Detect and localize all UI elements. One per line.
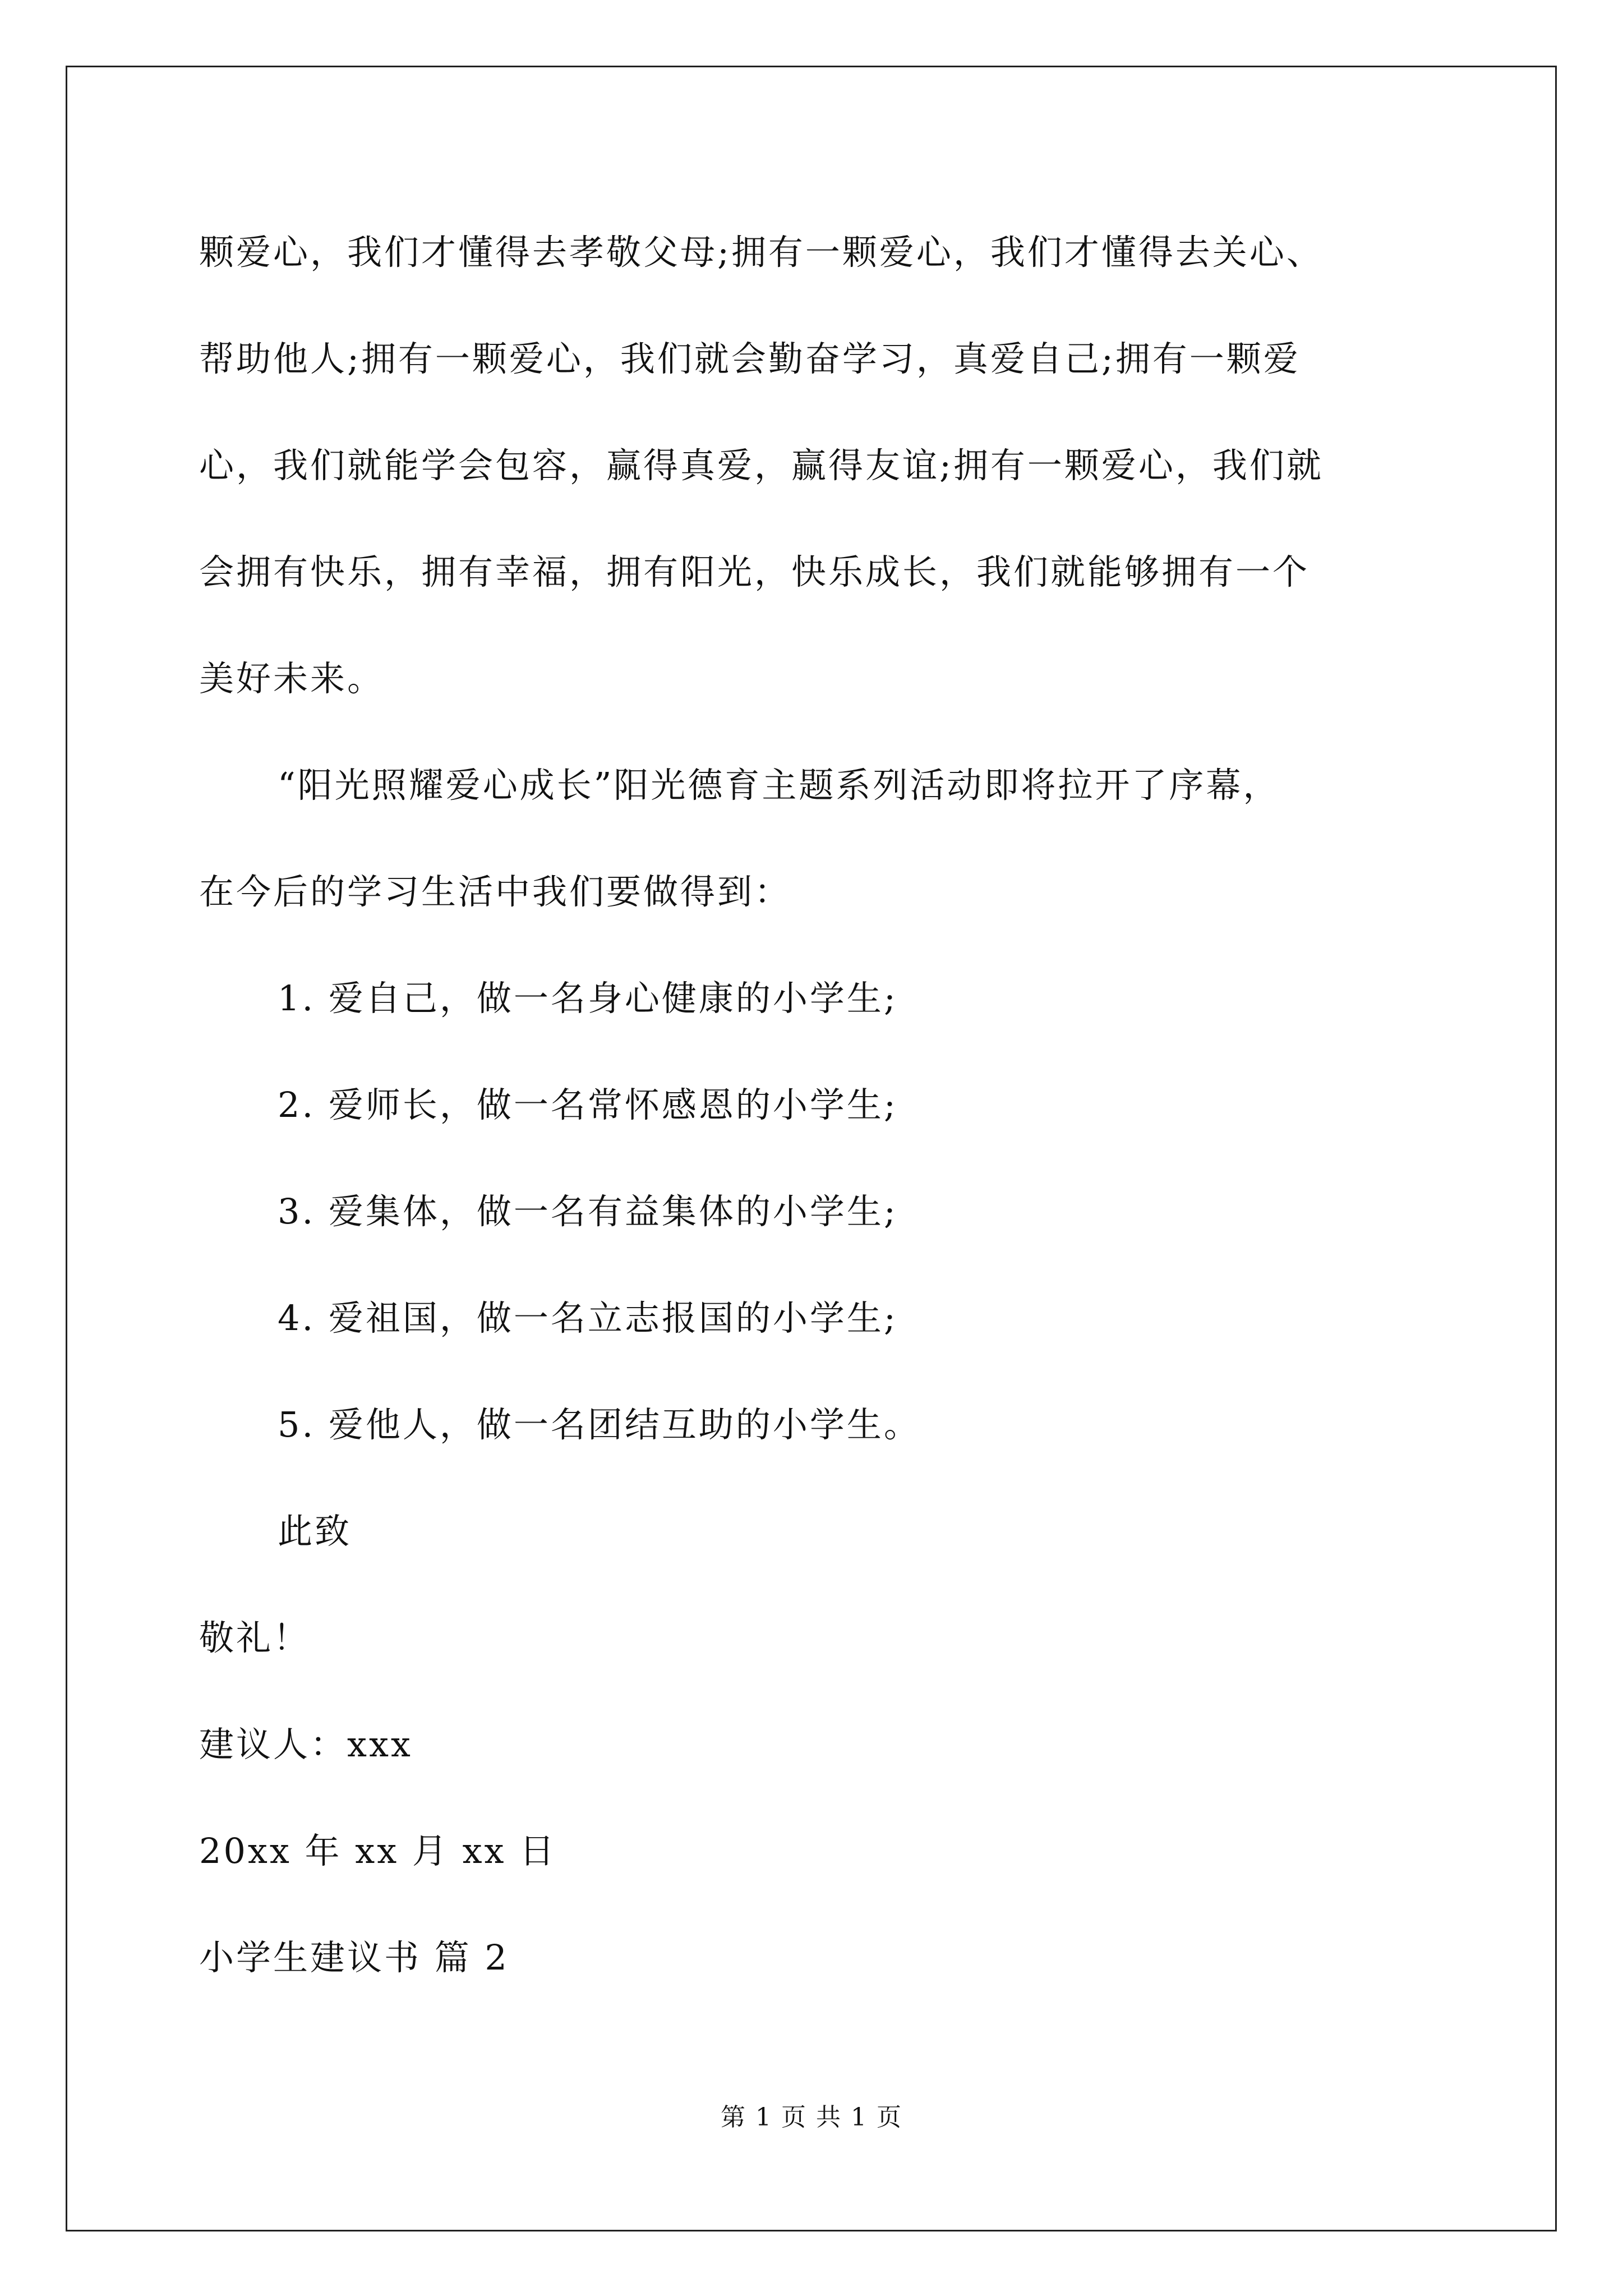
document-body: [199, 199, 1461, 2011]
list-item: 2. 爱师长，做一名常怀感恩的小学生;: [278, 1084, 898, 1125]
paragraph-line: 帮助他人;拥有一颗爱心，我们就会勤奋学习，真爱自己;拥有一颗爱: [199, 338, 1301, 379]
proposer-text: 建议人：xxx: [199, 1724, 413, 1765]
paragraph-line: 心，我们就能学会包容，赢得真爱，赢得友谊;拥有一颗爱心，我们就: [199, 445, 1324, 486]
closing-text: 此致: [278, 1511, 352, 1552]
salute-text: 敬礼！: [199, 1617, 311, 1658]
paragraph-line: 美好未来。: [199, 658, 385, 699]
paragraph-line: “阳光照耀爱心成长”阳光德育主题系列活动即将拉开了序幕，: [278, 765, 1280, 806]
list-item: 4. 爱祖国，做一名立志报国的小学生;: [278, 1297, 898, 1338]
list-item: 5. 爱他人，做一名团结互助的小学生。: [278, 1404, 921, 1445]
date-text: 20xx 年 xx 月 xx 日: [199, 1830, 557, 1871]
page-footer: 第 1 页 共 1 页: [721, 2103, 902, 2132]
paragraph-line: 颗爱心，我们才懂得去孝敬父母;拥有一颗爱心，我们才懂得去关心、: [199, 232, 1324, 273]
paragraph-line: 在今后的学习生活中我们要做得到：: [199, 871, 792, 912]
next-section-title: 小学生建议书 篇 2: [199, 1937, 509, 1978]
list-item: 1. 爱自己，做一名身心健康的小学生;: [278, 978, 898, 1019]
list-item: 3. 爱集体，做一名有益集体的小学生;: [278, 1191, 898, 1232]
paragraph-line: 会拥有快乐，拥有幸福，拥有阳光，快乐成长，我们就能够拥有一个: [199, 551, 1310, 592]
